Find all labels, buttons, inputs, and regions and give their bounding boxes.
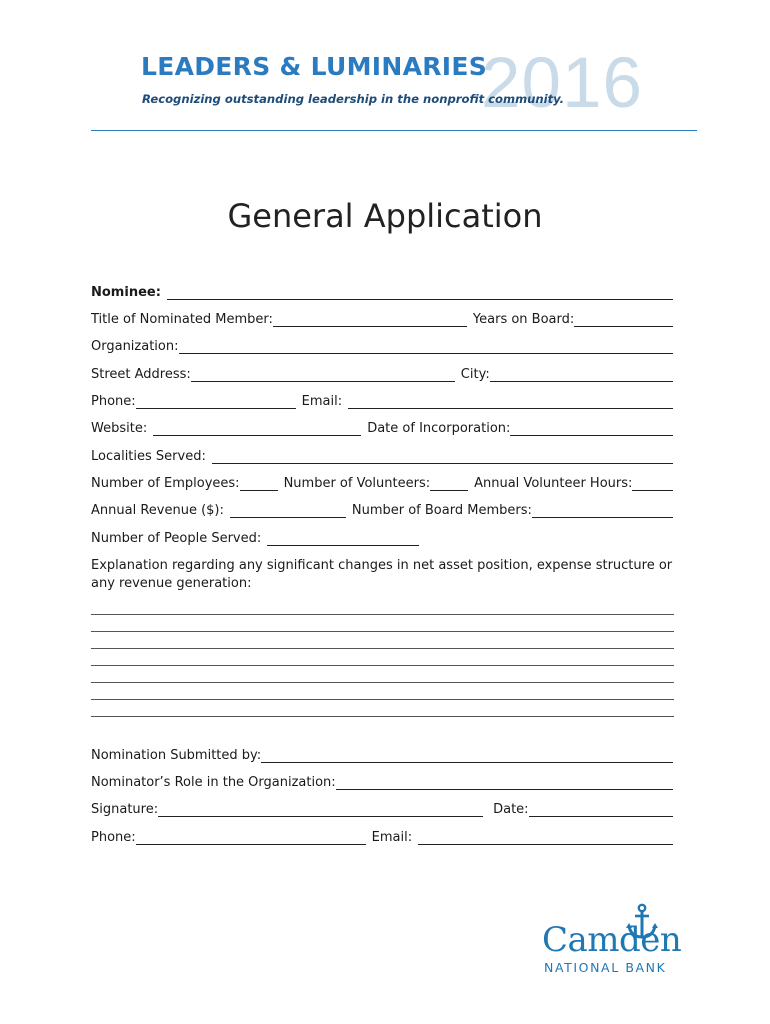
header-divider [91, 130, 697, 131]
nominator-email-label: Email: [371, 830, 413, 845]
volunteers-field[interactable] [430, 478, 468, 491]
localities-field[interactable] [212, 451, 673, 464]
people-served-field[interactable] [267, 533, 419, 546]
nominator-phone-label: Phone: [91, 830, 136, 845]
revenue-label: Annual Revenue ($): [91, 503, 224, 518]
date-incorporation-field[interactable] [510, 423, 673, 436]
organization-row [91, 336, 673, 356]
logo-name: Camden [542, 920, 682, 960]
explanation-prompt: Explanation regarding any significant changes in net asset position, expense structure or any revenue generation: [91, 558, 673, 591]
nominator-role-label: Nominator’s Role in the Organization: [91, 775, 336, 790]
website-field[interactable] [153, 423, 361, 436]
localities-label: Localities Served: [91, 449, 206, 464]
nominee-row [91, 282, 673, 302]
organization-field[interactable] [179, 341, 674, 354]
people-served-label: Number of People Served: [91, 531, 262, 546]
event-header [141, 44, 643, 123]
phone-field[interactable] [136, 396, 296, 409]
finance-row [91, 500, 673, 520]
years-board-field[interactable] [574, 314, 673, 327]
nominee-field[interactable] [167, 287, 673, 300]
explanation-line[interactable] [91, 716, 674, 717]
contact-row [91, 391, 673, 411]
title-member-field[interactable] [273, 314, 467, 327]
localities-row [91, 446, 673, 466]
signature-row [91, 799, 673, 819]
street-label: Street Address: [91, 367, 191, 382]
volunteer-hours-label: Annual Volunteer Hours: [474, 476, 633, 491]
street-field[interactable] [191, 369, 455, 382]
staffing-row [91, 473, 673, 493]
volunteer-hours-field[interactable] [632, 478, 673, 491]
date-label: Date: [493, 802, 529, 817]
signature-label: Signature: [91, 802, 159, 817]
nominator-role-row [91, 772, 673, 792]
nominator-email-field[interactable] [418, 832, 673, 845]
page-title: General Application [227, 197, 543, 235]
email-field[interactable] [348, 396, 673, 409]
title-member-label: Title of Nominated Member: [91, 312, 273, 327]
city-label: City: [460, 367, 490, 382]
organization-label: Organization: [91, 339, 179, 354]
event-year: 2016 [481, 44, 643, 123]
nominator-phone-field[interactable] [136, 832, 366, 845]
phone-label: Phone: [91, 394, 136, 409]
board-members-label: Number of Board Members: [351, 503, 532, 518]
date-incorporation-label: Date of Incorporation: [367, 421, 511, 436]
website-label: Website: [91, 421, 148, 436]
camden-logo [540, 900, 690, 980]
signature-field[interactable] [158, 804, 483, 817]
email-label: Email: [301, 394, 343, 409]
address-row [91, 364, 673, 384]
explanation-line[interactable] [91, 682, 674, 683]
date-field[interactable] [529, 804, 673, 817]
submitted-by-row [91, 745, 673, 765]
city-field[interactable] [490, 369, 673, 382]
title-years-row [91, 309, 673, 329]
people-served-row [91, 528, 673, 548]
years-board-label: Years on Board: [472, 312, 575, 327]
explanation-line[interactable] [91, 648, 674, 649]
submitted-by-field[interactable] [261, 750, 673, 763]
event-tagline: Recognizing outstanding leadership in the nonprofit community. [142, 92, 565, 106]
explanation-line[interactable] [91, 614, 674, 615]
event-brand-title: LEADERS & LUMINARIES [141, 52, 488, 81]
explanation-line[interactable] [91, 665, 674, 666]
revenue-field[interactable] [230, 505, 346, 518]
volunteers-label: Number of Volunteers: [283, 476, 431, 491]
board-members-field[interactable] [532, 505, 673, 518]
website-row [91, 418, 673, 438]
nominator-contact-row [91, 827, 673, 847]
nominator-role-field[interactable] [336, 777, 673, 790]
nominee-label: Nominee: [91, 285, 161, 300]
explanation-line[interactable] [91, 631, 674, 632]
employees-field[interactable] [240, 478, 278, 491]
employees-label: Number of Employees: [91, 476, 240, 491]
explanation-line[interactable] [91, 699, 674, 700]
logo-subtitle: NATIONAL BANK [544, 960, 667, 975]
submitted-by-label: Nomination Submitted by: [91, 748, 262, 763]
